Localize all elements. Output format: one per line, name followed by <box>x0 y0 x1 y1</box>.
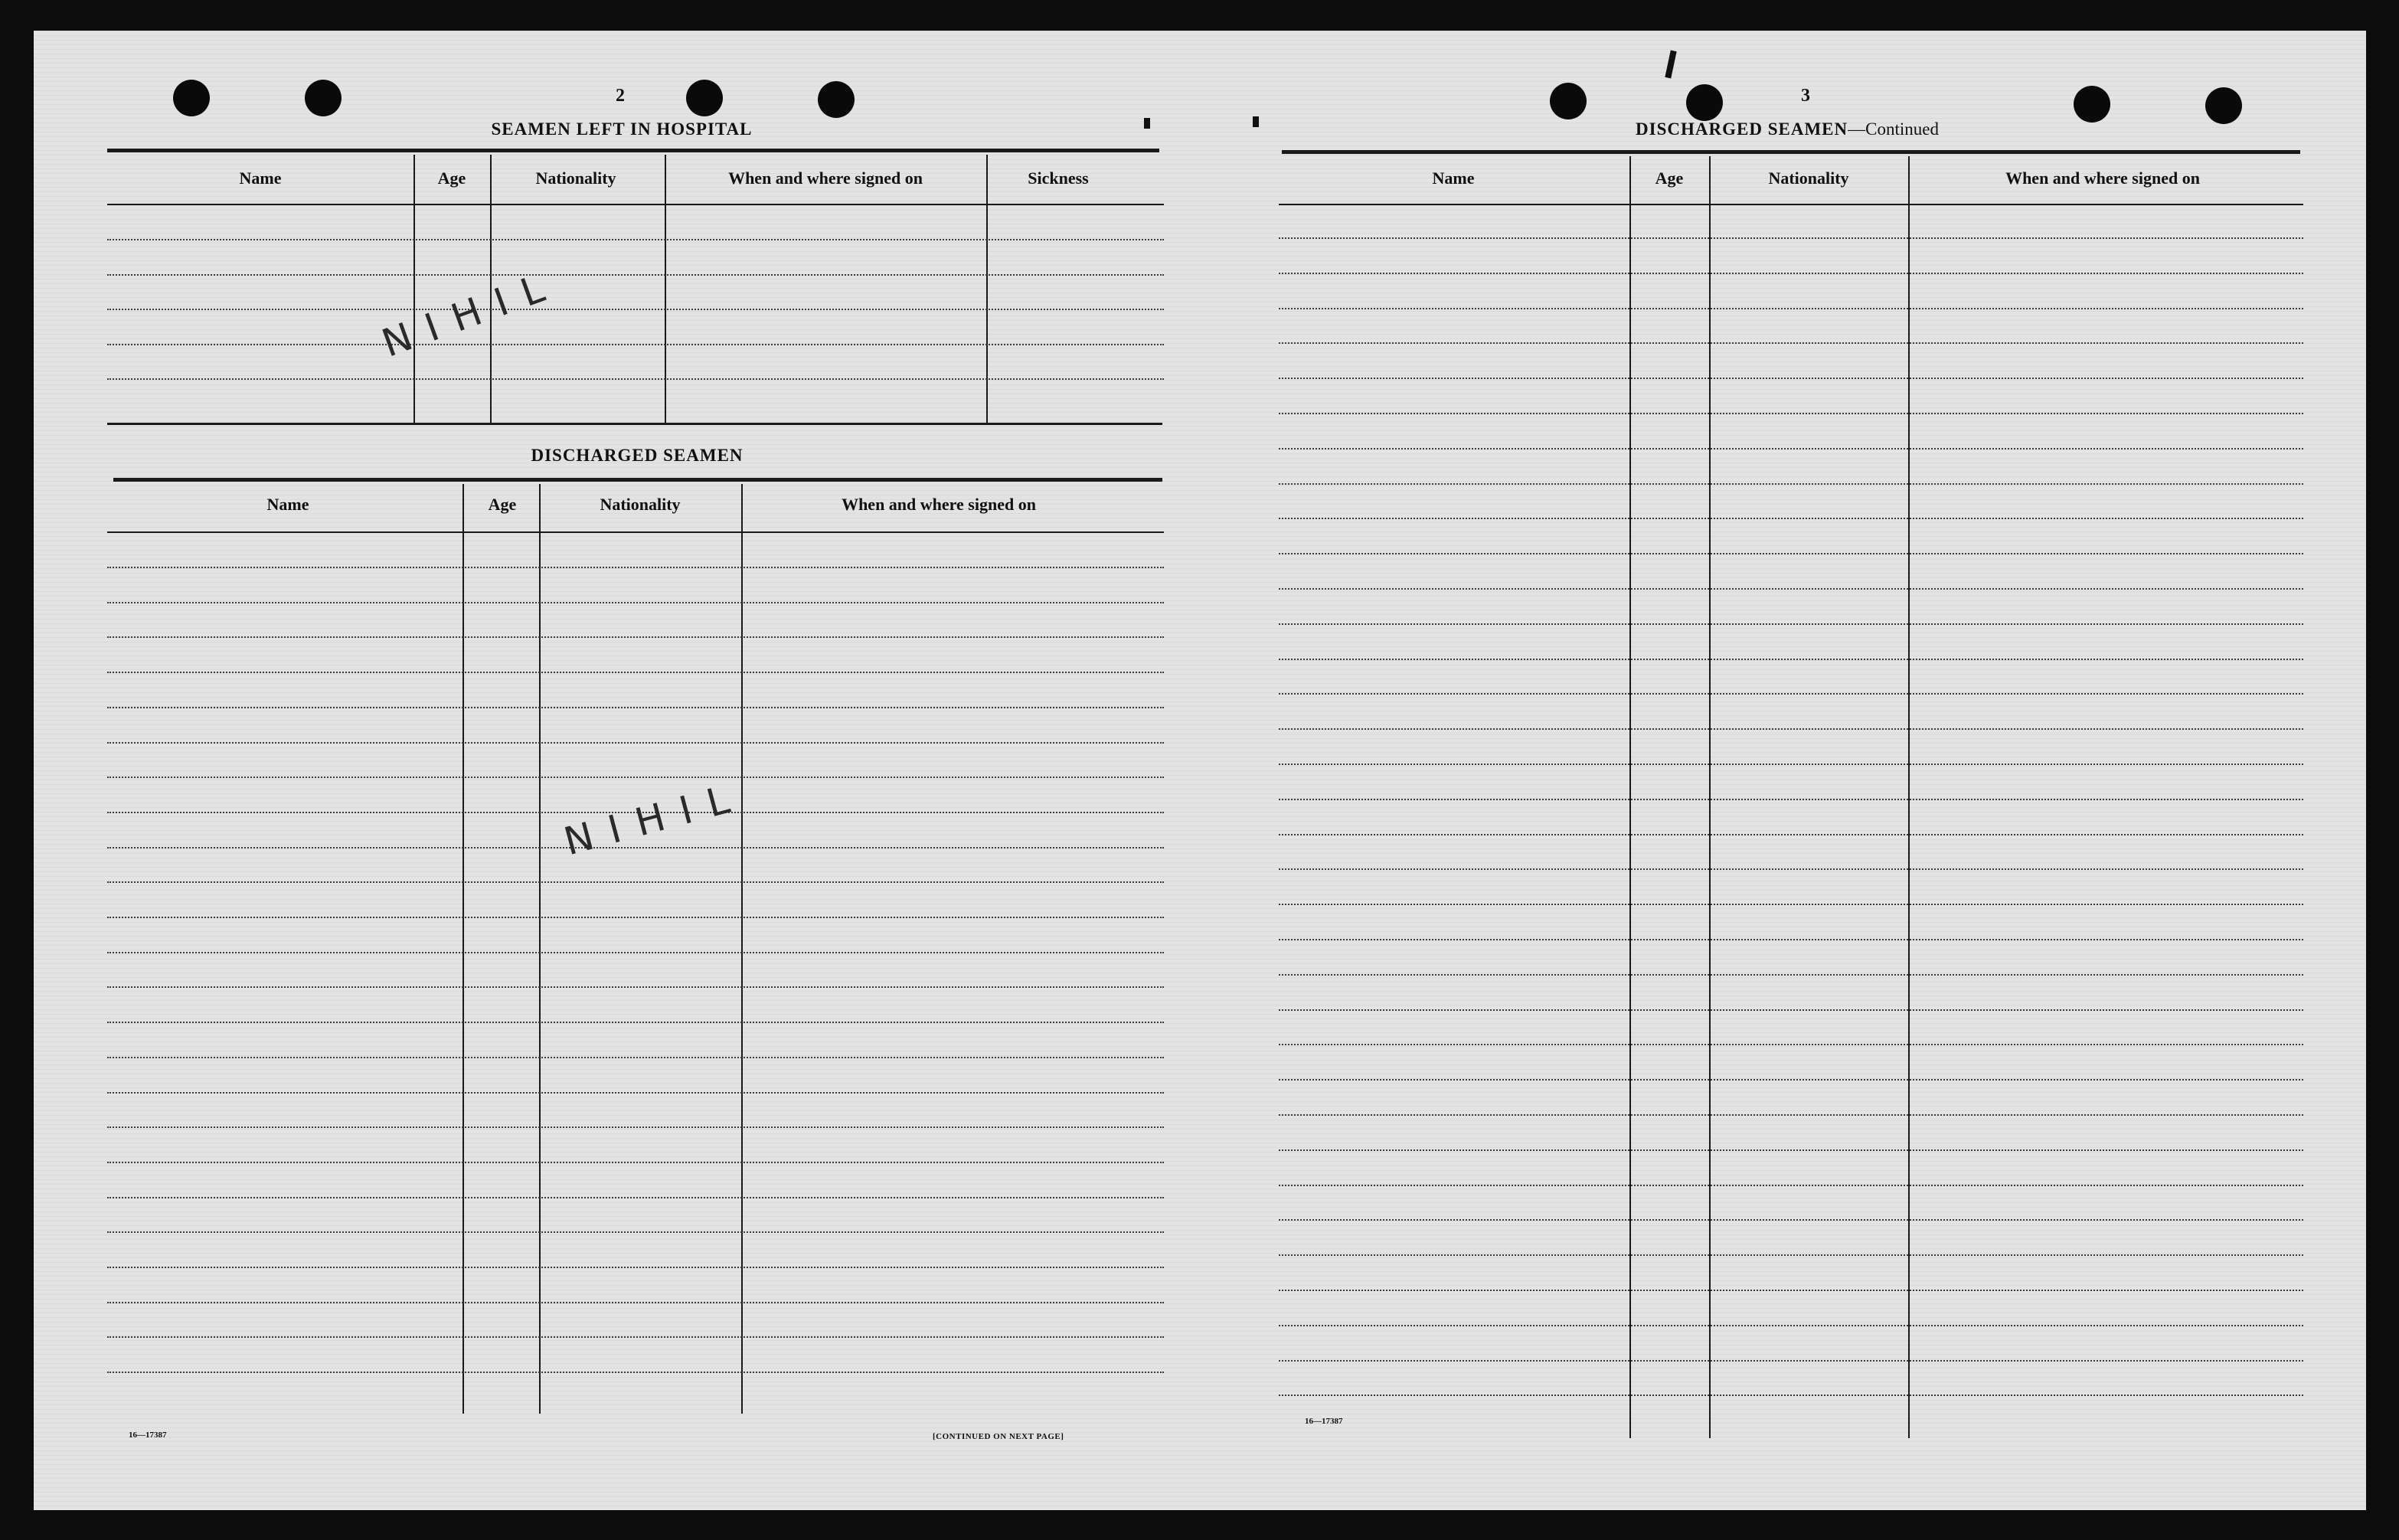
entry-line <box>107 378 1164 380</box>
entry-line <box>1279 1044 2303 1045</box>
col-nationality: Nationality <box>600 495 681 514</box>
header-rule <box>1282 150 2300 154</box>
entry-line <box>1279 1219 2303 1221</box>
entry-line <box>1279 308 2303 309</box>
column-head-rule <box>107 531 1164 533</box>
entry-line <box>107 1372 1164 1373</box>
entry-line <box>107 917 1164 918</box>
col-name: Name <box>239 168 282 188</box>
punch-hole <box>1686 84 1723 121</box>
ink-mark <box>1144 118 1150 129</box>
entry-line <box>107 1336 1164 1338</box>
form-number: 16—17387 <box>1305 1417 1343 1426</box>
entry-line <box>1279 799 2303 800</box>
ink-mark <box>1253 116 1259 127</box>
entry-line <box>1279 1360 2303 1362</box>
column-head-rule <box>107 204 1164 205</box>
entry-line <box>107 1302 1164 1303</box>
punch-hole <box>1550 83 1587 119</box>
entry-line <box>1279 1185 2303 1186</box>
entry-line <box>107 742 1164 744</box>
col-when-where: When and where signed on <box>2005 168 2200 188</box>
col-when-where: When and where signed on <box>842 495 1036 514</box>
entry-line <box>1279 728 2303 730</box>
col-divider <box>1709 156 1711 1438</box>
punch-hole <box>818 81 855 118</box>
entry-line <box>107 847 1164 848</box>
entry-line <box>1279 342 2303 344</box>
entry-line <box>107 274 1164 276</box>
section-title-discharged: DISCHARGED SEAMEN <box>531 446 744 465</box>
page-number: 3 <box>1801 86 1810 106</box>
entry-line <box>107 986 1164 988</box>
entry-line <box>1279 1114 2303 1116</box>
col-divider <box>986 155 988 424</box>
entry-line <box>1279 763 2303 765</box>
col-divider <box>665 155 666 424</box>
entry-line <box>1279 1149 2303 1151</box>
entry-line <box>1279 904 2303 905</box>
entry-line <box>107 1126 1164 1128</box>
entry-line <box>1279 588 2303 590</box>
entry-line <box>1279 623 2303 625</box>
header-rule <box>113 478 1162 482</box>
section-title-discharged-continued: DISCHARGED SEAMEN—Continued <box>1636 119 1939 139</box>
entry-line <box>1279 1009 2303 1011</box>
page-number: 2 <box>616 86 625 106</box>
col-divider <box>462 484 464 1414</box>
col-when-where: When and where signed on <box>728 168 923 188</box>
col-divider <box>1908 156 1910 1438</box>
entry-line <box>107 672 1164 673</box>
entry-line <box>1279 273 2303 274</box>
entry-line <box>107 777 1164 778</box>
entry-line <box>107 1267 1164 1268</box>
punch-hole <box>173 80 210 116</box>
entry-line <box>107 344 1164 345</box>
entry-line <box>107 881 1164 883</box>
entry-line <box>1279 939 2303 940</box>
punch-hole <box>2074 86 2110 123</box>
punch-hole <box>686 80 723 116</box>
entry-line <box>1279 1254 2303 1256</box>
entry-line <box>1279 378 2303 379</box>
column-head-rule <box>1279 204 2303 205</box>
col-divider <box>741 484 743 1414</box>
entry-line <box>1279 693 2303 695</box>
punch-hole <box>2205 87 2242 124</box>
entry-line <box>107 1057 1164 1058</box>
entry-line <box>107 1162 1164 1163</box>
entry-line <box>107 567 1164 568</box>
entry-line <box>1279 1395 2303 1396</box>
entry-line <box>1279 1325 2303 1326</box>
entry-line <box>107 1022 1164 1023</box>
col-divider <box>1629 156 1631 1438</box>
col-nationality: Nationality <box>1768 168 1849 188</box>
section-bottom-rule <box>107 423 1162 425</box>
entry-line <box>107 239 1164 240</box>
header-rule <box>107 149 1159 152</box>
col-age: Age <box>1655 168 1684 188</box>
form-number: 16—17387 <box>129 1430 167 1440</box>
handwritten-nihil: NIHIL <box>376 266 551 366</box>
handwritten-nihil: N I H I L <box>559 777 734 865</box>
col-sickness: Sickness <box>1028 168 1089 188</box>
entry-line <box>107 1092 1164 1094</box>
col-age: Age <box>437 168 466 188</box>
entry-line <box>1279 553 2303 554</box>
entry-line <box>1279 868 2303 870</box>
col-divider <box>413 155 415 424</box>
entry-line <box>107 1197 1164 1198</box>
col-name: Name <box>266 495 309 514</box>
entry-line <box>1279 483 2303 485</box>
entry-line <box>107 707 1164 708</box>
entry-line <box>107 952 1164 953</box>
ink-mark <box>1665 51 1676 79</box>
entry-line <box>1279 1290 2303 1291</box>
entry-line <box>1279 659 2303 660</box>
entry-line <box>1279 834 2303 835</box>
entry-line <box>107 602 1164 603</box>
col-age: Age <box>488 495 517 514</box>
col-divider <box>539 484 541 1414</box>
col-nationality: Nationality <box>535 168 616 188</box>
entry-line <box>1279 413 2303 414</box>
document-sheet <box>34 31 2366 1510</box>
entry-line <box>107 309 1164 310</box>
entry-line <box>1279 237 2303 239</box>
entry-line <box>107 636 1164 638</box>
entry-line <box>107 1231 1164 1233</box>
section-title-hospital: SEAMEN LEFT IN HOSPITAL <box>491 119 753 139</box>
entry-line <box>1279 518 2303 519</box>
col-name: Name <box>1432 168 1475 188</box>
entry-line <box>1279 448 2303 450</box>
punch-hole <box>305 80 342 116</box>
entry-line <box>1279 1079 2303 1081</box>
entry-line <box>1279 974 2303 976</box>
continued-note: [CONTINUED ON NEXT PAGE] <box>933 1432 1064 1441</box>
